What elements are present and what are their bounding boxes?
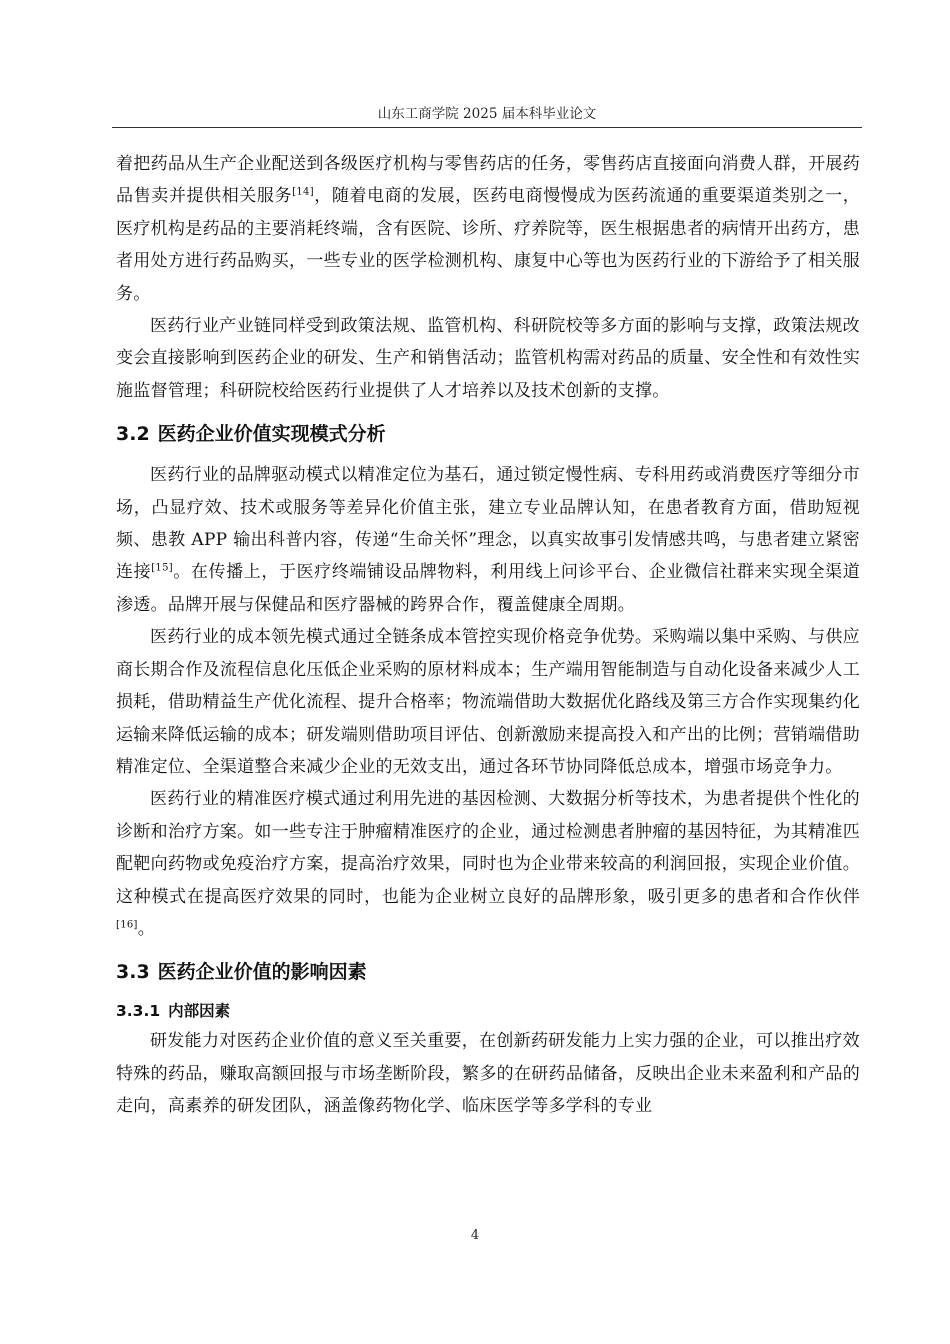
page-number: 4 xyxy=(470,1228,480,1243)
paragraph-text: 。 xyxy=(137,918,156,939)
paragraph-text: 医药行业的品牌驱动模式以精准定位为基石，通过锁定慢性病、专科用药或消费医疗等细分市场，凸显疗效、技术或服务等差异化价值主张，建立专业品牌认知，在患者教育方面，借助短视频、患教 APP 输出科普内容，传递“生命关怀”理念，以真实故事引发情感共鸣，与患者建立紧密连接 xyxy=(116,465,860,583)
page-body xyxy=(116,148,860,1123)
paragraph-policy-support: 医药行业产业链同样受到政策法规、监管机构、科研院校等多方面的影响与支撑，政策法规改变会直接影响到医药企业的研发、生产和销售活动；监管机构需对药品的质量、安全性和有效性实施监督管理；科研院校给医药行业提供了人才培养以及技术创新的支撑。 xyxy=(116,316,860,401)
paragraph-rd-capability: 研发能力对医药企业价值的意义至关重要，在创新药研发能力上实力强的企业，可以推出疗效特殊的药品，赚取高额回报与市场垄断阶段，繁多的在研药品储备，反映出企业未来盈利和产品的走向，高素养的研发团队，涵盖像药物化学、临床医学等多学科的专业 xyxy=(116,1031,860,1117)
paragraph-brand-driven xyxy=(116,459,860,621)
section-title: 医药企业价值实现模式分析 xyxy=(157,423,386,446)
subsection-heading-3-3-1 xyxy=(116,997,860,1025)
section-number: 3.2 xyxy=(116,423,150,446)
paragraph-text: 医药行业的精准医疗模式通过利用先进的基因检测、大数据分析等技术，为患者提供个性化的诊断和治疗方案。如一些专注于肿瘤精准医疗的企业，通过检测患者肿瘤的基因特征，为其精准匹配靶向药物或免疫治疗方案，提高治疗效果，同时也为企业带来较高的利润回报，实现企业价值。这种模式在提高医疗效果的同时，也能为企业树立良好的品牌形象，吸引更多的患者和合作伙伴 xyxy=(116,789,860,907)
section-heading-3-2 xyxy=(116,417,860,451)
header-rule xyxy=(112,127,862,128)
section-heading-3-3 xyxy=(116,955,860,989)
citation-ref: [14] xyxy=(292,186,314,198)
citation-ref: [16] xyxy=(116,919,138,931)
citation-ref: [15] xyxy=(151,562,173,574)
subsection-number: 3.3.1 xyxy=(116,1002,161,1021)
section-number: 3.3 xyxy=(116,961,150,984)
paragraph-precision-medicine xyxy=(116,783,860,945)
paragraph-text: ，随着电商的发展，医药电商慢慢成为医药流通的重要渠道类别之一，医疗机构是药品的主要消耗终端，含有医院、诊所、疗养院等，医生根据患者的病情开出药方，患者用处方进行药品购买，一些专业的医学检测机构、康复中心等也为医药行业的下游给予了相关服务。 xyxy=(116,186,860,304)
paragraph-text: 。在传播上，于医疗终端铺设品牌物料，利用线上问诊平台、企业微信社群来实现全渠道渗透。品牌开展与保健品和医疗器械的跨界合作，覆盖健康全周期。 xyxy=(116,562,860,615)
paragraph-cost-leadership: 医药行业的成本领先模式通过全链条成本管控实现价格竞争优势。采购端以集中采购、与供应商长期合作及流程信息化压低企业采购的原材料成本；生产端用智能制造与自动化设备来减少人工损耗，借助精益生产优化流程、提升合格率；物流端借助大数据优化路线及第三方合作实现集约化运输来降低运输的成本；研发端则借助项目评估、创新激励来提高投入和产出的比例；营销端借助精准定位、全渠道整合来减少企业的无效支出，通过各环节协同降低总成本，增强市场竞争力。 xyxy=(116,627,860,777)
section-title: 医药企业价值的影响因素 xyxy=(157,961,367,984)
paragraph-distribution xyxy=(116,148,860,310)
paragraph-text: 着把药品从生产企业配送到各级医疗机构与零售药店的任务，零售药店直接面向消费人群，开展药品售卖并提供相关服务 xyxy=(116,154,860,207)
subsection-title: 内部因素 xyxy=(168,1002,231,1021)
running-header: 山东工商学院 2025 届本科毕业论文 xyxy=(377,106,597,122)
